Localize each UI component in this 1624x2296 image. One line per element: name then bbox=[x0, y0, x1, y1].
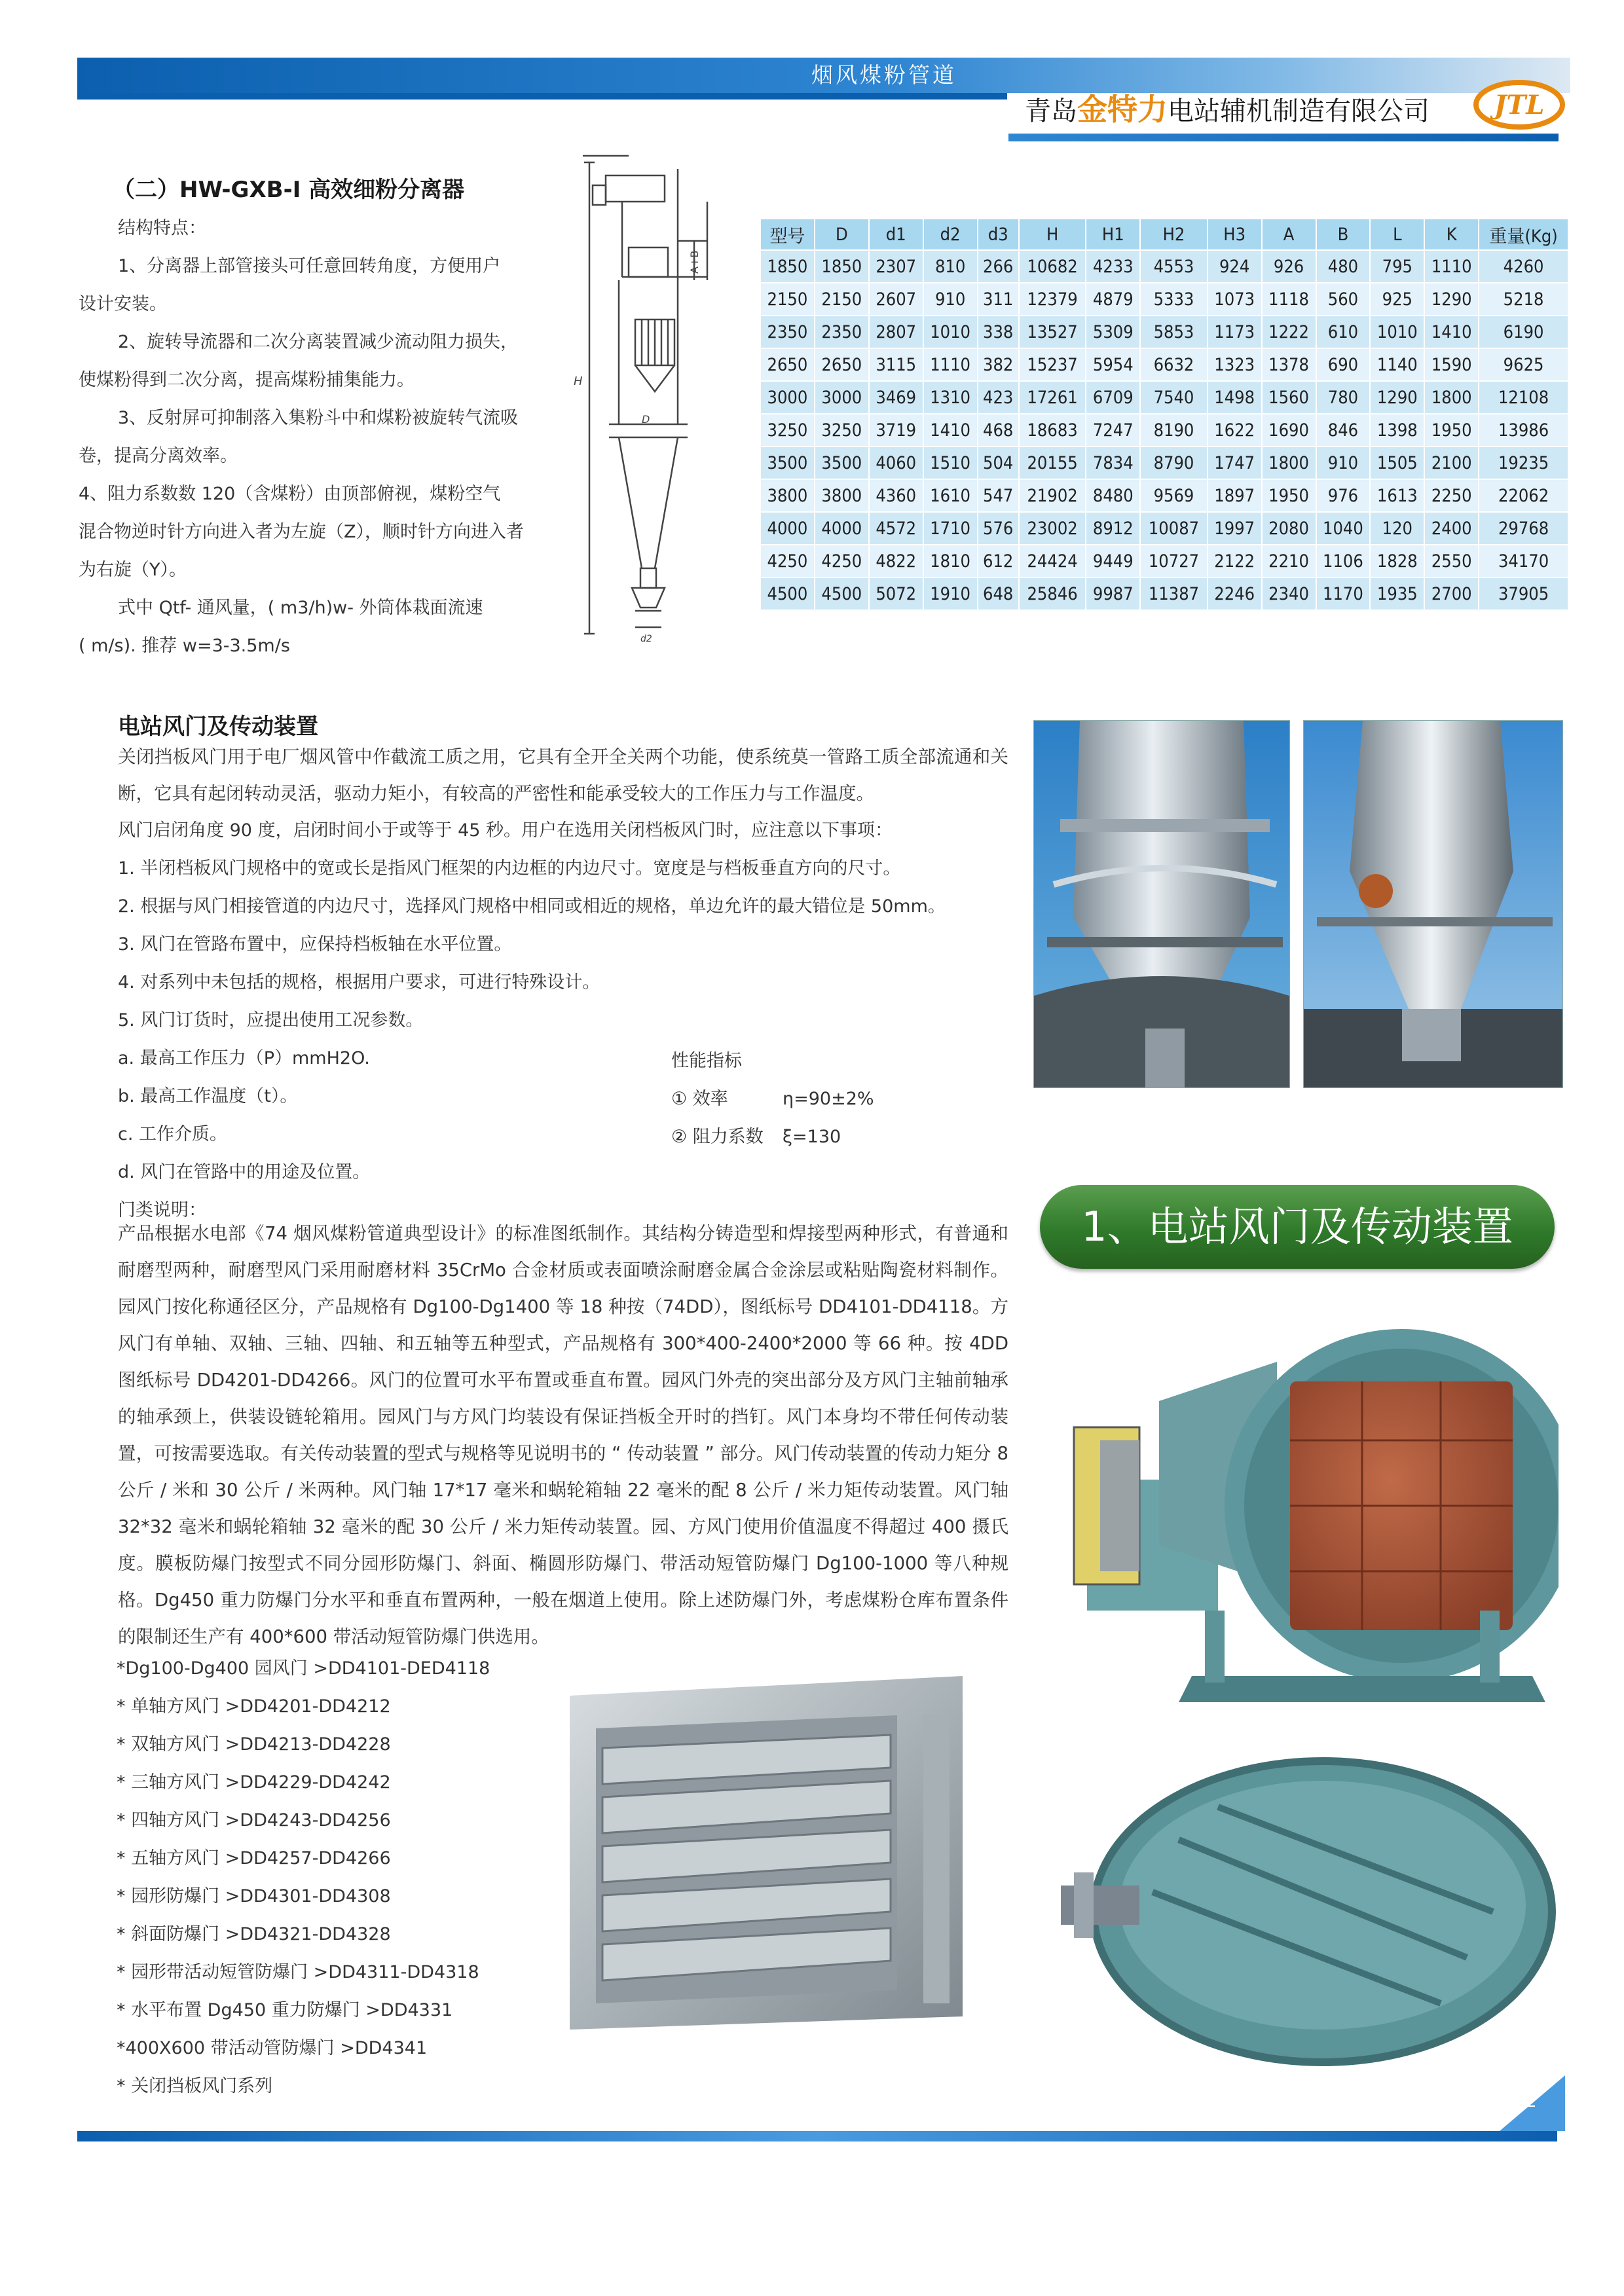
table-cell: 9625 bbox=[1479, 349, 1568, 380]
table-cell: 311 bbox=[978, 283, 1018, 315]
table-cell: 25846 bbox=[1020, 578, 1085, 610]
table-cell: 1323 bbox=[1208, 349, 1261, 380]
table-cell: 3250 bbox=[815, 414, 868, 446]
table-cell: 7834 bbox=[1086, 447, 1139, 479]
table-header-cell: H3 bbox=[1208, 219, 1261, 249]
company-brand: 金特力 bbox=[1077, 92, 1168, 127]
table-cell: 2650 bbox=[815, 349, 868, 380]
table-cell: 4500 bbox=[815, 578, 868, 610]
table-cell: 2210 bbox=[1263, 545, 1316, 577]
catalog-item: * 四轴方风门 >DD4243-DD4256 bbox=[117, 1810, 391, 1831]
catalog-item: * 园形带活动短管防爆门 >DD4311-DD4318 bbox=[117, 1962, 479, 1982]
table-cell: 1170 bbox=[1317, 578, 1370, 610]
table-header-cell: K bbox=[1425, 219, 1478, 249]
table-cell: 8912 bbox=[1086, 513, 1139, 544]
table-cell: 338 bbox=[978, 316, 1018, 348]
table-row bbox=[761, 578, 1568, 610]
table-header-cell: A bbox=[1263, 219, 1316, 249]
table-cell: 3469 bbox=[870, 382, 923, 413]
table-header-row bbox=[761, 219, 1568, 249]
table-cell: 4060 bbox=[870, 447, 923, 479]
table-cell: 3719 bbox=[870, 414, 923, 446]
company-suffix: 电站辅机制造有限公司 bbox=[1168, 96, 1430, 126]
table-cell: 4250 bbox=[815, 545, 868, 577]
table-cell: 8190 bbox=[1141, 414, 1206, 446]
round-flat-damper-photo bbox=[1048, 1741, 1565, 2082]
table-cell: 2250 bbox=[1425, 480, 1478, 511]
table-cell: 560 bbox=[1317, 283, 1370, 315]
table-header-cell: L bbox=[1371, 219, 1424, 249]
table-cell: 8480 bbox=[1086, 480, 1139, 511]
table-cell: 19235 bbox=[1479, 447, 1568, 479]
table-cell: 3800 bbox=[761, 480, 814, 511]
table-cell: 4000 bbox=[815, 513, 868, 544]
table-header-cell: B bbox=[1317, 219, 1370, 249]
table-cell: 5853 bbox=[1141, 316, 1206, 348]
damper-line: 4. 对系列中未包括的规格，根据用户要求，可进行特殊设计。 bbox=[118, 972, 600, 993]
table-cell: 29768 bbox=[1479, 513, 1568, 544]
spec-table bbox=[760, 218, 1569, 611]
table-cell: 3500 bbox=[761, 447, 814, 479]
table-cell: 2122 bbox=[1208, 545, 1261, 577]
table-cell: 2246 bbox=[1208, 578, 1261, 610]
table-header-cell: D bbox=[815, 219, 868, 249]
table-cell: 2650 bbox=[761, 349, 814, 380]
table-cell: 6190 bbox=[1479, 316, 1568, 348]
table-cell: 1850 bbox=[761, 251, 814, 282]
separator-line: 4、阻力系数数 120（含煤粉）由顶部俯视，煤粉空气 bbox=[79, 484, 501, 504]
table-cell: 576 bbox=[978, 513, 1018, 544]
round-damper-photo bbox=[1061, 1309, 1559, 1709]
table-cell: 3250 bbox=[761, 414, 814, 446]
table-cell: 1222 bbox=[1263, 316, 1316, 348]
table-cell: 9569 bbox=[1141, 480, 1206, 511]
table-cell: 1290 bbox=[1425, 283, 1478, 315]
catalog-item: *400X600 带活动管防爆门 >DD4341 bbox=[117, 2038, 428, 2058]
table-cell: 9449 bbox=[1086, 545, 1139, 577]
table-cell: 1560 bbox=[1263, 382, 1316, 413]
catalog-item: * 园形防爆门 >DD4301-DD4308 bbox=[117, 1886, 391, 1906]
table-row bbox=[761, 382, 1568, 413]
table-cell: 3500 bbox=[815, 447, 868, 479]
table-cell: 2100 bbox=[1425, 447, 1478, 479]
table-cell: 1710 bbox=[924, 513, 977, 544]
table-cell: 480 bbox=[1317, 251, 1370, 282]
table-cell: 910 bbox=[924, 283, 977, 315]
table-cell: 547 bbox=[978, 480, 1018, 511]
diagram-label: H bbox=[574, 374, 583, 388]
separator-diagram bbox=[570, 149, 720, 647]
table-cell: 1073 bbox=[1208, 283, 1261, 315]
table-cell: 1897 bbox=[1208, 480, 1261, 511]
performance-value: ξ=130 bbox=[783, 1127, 841, 1147]
table-cell: 1950 bbox=[1425, 414, 1478, 446]
catalog-item: * 双轴方风门 >DD4213-DD4228 bbox=[117, 1734, 391, 1755]
performance-label: ② 阻力系数 bbox=[671, 1127, 764, 1147]
table-cell: 2807 bbox=[870, 316, 923, 348]
catalog-item: * 斜面防爆门 >DD4321-DD4328 bbox=[117, 1924, 391, 1944]
table-header-cell: 型号 bbox=[761, 219, 814, 249]
table-row bbox=[761, 447, 1568, 479]
damper-title: 电站风门及传动装置 bbox=[118, 714, 318, 740]
table-cell: 6632 bbox=[1141, 349, 1206, 380]
table-cell: 1810 bbox=[924, 545, 977, 577]
table-cell: 34170 bbox=[1479, 545, 1568, 577]
separator-photo-2 bbox=[1303, 720, 1563, 1088]
table-cell: 22062 bbox=[1479, 480, 1568, 511]
table-cell: 37905 bbox=[1479, 578, 1568, 610]
table-cell: 6709 bbox=[1086, 382, 1139, 413]
table-cell: 1378 bbox=[1263, 349, 1316, 380]
table-cell: 1290 bbox=[1371, 382, 1424, 413]
performance-title: 性能指标 bbox=[671, 1051, 742, 1071]
table-cell: 4822 bbox=[870, 545, 923, 577]
damper-line: a. 最高工作压力（P）mmH2O. bbox=[118, 1048, 370, 1068]
separator-line: 结构特点： bbox=[118, 218, 206, 238]
damper-intro-text: 关闭挡板风门用于电厂烟风管中作截流工质之用，它具有全开全关两个功能，使系统莫一管路工质全部流通和关断，它具有起闭转动灵活，驱动力矩小，有较高的严密性和能承受较大的工作压力与工作温度。 bbox=[118, 746, 1008, 804]
separator-line: 1、分离器上部管接头可任意回转角度，方便用户 bbox=[118, 256, 501, 276]
table-cell: 1398 bbox=[1371, 414, 1424, 446]
separator-line: 2、旋转导流器和二次分离装置减少流动阻力损失， bbox=[118, 332, 519, 352]
table-cell: 9987 bbox=[1086, 578, 1139, 610]
table-cell: 23002 bbox=[1020, 513, 1085, 544]
table-cell: 1498 bbox=[1208, 382, 1261, 413]
table-row bbox=[761, 480, 1568, 511]
louver-damper-photo bbox=[557, 1676, 976, 2043]
catalog-item: *Dg100-Dg400 园风门 >DD4101-DED4118 bbox=[117, 1658, 490, 1679]
company-name bbox=[1025, 86, 1430, 132]
header-underline bbox=[77, 93, 1007, 100]
table-cell: 4500 bbox=[761, 578, 814, 610]
table-header-cell: d2 bbox=[924, 219, 977, 249]
table-cell: 1828 bbox=[1371, 545, 1424, 577]
table-cell: 1997 bbox=[1208, 513, 1261, 544]
table-cell: 1110 bbox=[1425, 251, 1478, 282]
damper-list bbox=[118, 812, 946, 1230]
separator-photo-1 bbox=[1033, 720, 1290, 1088]
table-cell: 1106 bbox=[1317, 545, 1370, 577]
table-cell: 1010 bbox=[1371, 316, 1424, 348]
logo-text: JTL bbox=[1494, 90, 1545, 120]
table-cell: 10087 bbox=[1141, 513, 1206, 544]
table-cell: 2340 bbox=[1263, 578, 1316, 610]
table-cell: 924 bbox=[1208, 251, 1261, 282]
performance-item bbox=[671, 1118, 874, 1156]
table-cell: 5954 bbox=[1086, 349, 1139, 380]
table-cell: 5309 bbox=[1086, 316, 1139, 348]
diagram-label: D bbox=[642, 413, 650, 426]
table-cell: 4000 bbox=[761, 513, 814, 544]
table-cell: 4879 bbox=[1086, 283, 1139, 315]
table-cell: 910 bbox=[1317, 447, 1370, 479]
catalog-item: * 水平布置 Dg450 重力防爆门 >DD4331 bbox=[117, 2000, 453, 2020]
table-cell: 3000 bbox=[761, 382, 814, 413]
damper-intro bbox=[118, 738, 1008, 812]
table-cell: 2350 bbox=[815, 316, 868, 348]
table-row bbox=[761, 251, 1568, 282]
table-cell: 1010 bbox=[924, 316, 977, 348]
spec-table-wrap bbox=[760, 218, 1569, 611]
performance-item bbox=[671, 1080, 874, 1118]
catalog-item: * 三轴方风门 >DD4229-DD4242 bbox=[117, 1772, 391, 1793]
table-cell: 795 bbox=[1371, 251, 1424, 282]
table-cell: 2150 bbox=[761, 283, 814, 315]
table-cell: 1850 bbox=[815, 251, 868, 282]
table-cell: 610 bbox=[1317, 316, 1370, 348]
footer-bar bbox=[77, 2131, 1557, 2141]
separator-line: 混合物逆时针方向进入者为左旋（Z），顺时针方向进入者 bbox=[79, 522, 524, 542]
table-cell: 1950 bbox=[1263, 480, 1316, 511]
diagram-label: d2 bbox=[640, 634, 652, 644]
table-cell: 10682 bbox=[1020, 251, 1085, 282]
damper-line: 1. 半闭档板风门规格中的宽或长是指风门框架的内边框的内边尺寸。宽度是与档板垂直方向的尺寸。 bbox=[118, 858, 901, 879]
table-cell: 926 bbox=[1263, 251, 1316, 282]
table-cell: 468 bbox=[978, 414, 1018, 446]
table-cell: 612 bbox=[978, 545, 1018, 577]
catalog-item: * 关闭挡板风门系列 bbox=[117, 2076, 273, 2096]
damper-line: 门类说明： bbox=[118, 1200, 206, 1220]
table-cell: 1622 bbox=[1208, 414, 1261, 446]
table-cell: 1040 bbox=[1317, 513, 1370, 544]
table-cell: 21902 bbox=[1020, 480, 1085, 511]
table-cell: 2350 bbox=[761, 316, 814, 348]
table-cell: 690 bbox=[1317, 349, 1370, 380]
table-row bbox=[761, 414, 1568, 446]
table-cell: 13986 bbox=[1479, 414, 1568, 446]
separator-line: 设计安装。 bbox=[79, 294, 167, 314]
table-cell: 4260 bbox=[1479, 251, 1568, 282]
damper-line: b. 最高工作温度（t）。 bbox=[118, 1086, 298, 1106]
damper-line: 5. 风门订货时，应提出使用工况参数。 bbox=[118, 1010, 424, 1030]
table-cell: 925 bbox=[1371, 283, 1424, 315]
table-cell: 120 bbox=[1371, 513, 1424, 544]
table-cell: 12379 bbox=[1020, 283, 1085, 315]
table-cell: 4360 bbox=[870, 480, 923, 511]
table-cell: 18683 bbox=[1020, 414, 1085, 446]
table-row bbox=[761, 349, 1568, 380]
table-cell: 4553 bbox=[1141, 251, 1206, 282]
performance-value: η=90±2% bbox=[783, 1089, 874, 1109]
damper-line: 风门启闭角度 90 度，启闭时间小于或等于 45 秒。用户在选用关闭档板风门时，应注意以下事项： bbox=[118, 820, 893, 841]
table-cell: 17261 bbox=[1020, 382, 1085, 413]
table-cell: 504 bbox=[978, 447, 1018, 479]
table-cell: 2307 bbox=[870, 251, 923, 282]
table-cell: 266 bbox=[978, 251, 1018, 282]
table-cell: 780 bbox=[1317, 382, 1370, 413]
table-cell: 12108 bbox=[1479, 382, 1568, 413]
separator-line: 卷，提高分离效率。 bbox=[79, 446, 238, 466]
table-cell: 3800 bbox=[815, 480, 868, 511]
table-cell: 1140 bbox=[1371, 349, 1424, 380]
damper-line: d. 风门在管路中的用途及位置。 bbox=[118, 1162, 371, 1182]
table-cell: 1505 bbox=[1371, 447, 1424, 479]
separator-line: 为右旋（Y）。 bbox=[79, 560, 187, 580]
table-cell: 15237 bbox=[1020, 349, 1085, 380]
table-cell: 1690 bbox=[1263, 414, 1316, 446]
product-banner-text: 1、电站风门及传动装置 bbox=[1081, 1203, 1513, 1250]
separator-line: 式中 Qtf- 通风量，( m3/h)w- 外筒体栽面流速 bbox=[118, 598, 483, 618]
diagram-label: A+B bbox=[688, 250, 701, 274]
table-cell: 5072 bbox=[870, 578, 923, 610]
table-cell: 1610 bbox=[924, 480, 977, 511]
damper-line: c. 工作介质。 bbox=[118, 1124, 228, 1144]
separator-line: ( m/s). 推荐 w=3-3.5m/s bbox=[79, 636, 290, 656]
table-header-cell: H2 bbox=[1141, 219, 1206, 249]
table-cell: 1118 bbox=[1263, 283, 1316, 315]
table-cell: 2607 bbox=[870, 283, 923, 315]
table-cell: 1800 bbox=[1263, 447, 1316, 479]
catalog-item: * 单轴方风门 >DD4201-DD4212 bbox=[117, 1696, 391, 1717]
table-cell: 4233 bbox=[1086, 251, 1139, 282]
table-cell: 846 bbox=[1317, 414, 1370, 446]
table-cell: 10727 bbox=[1141, 545, 1206, 577]
table-cell: 2080 bbox=[1263, 513, 1316, 544]
table-cell: 1510 bbox=[924, 447, 977, 479]
table-cell: 24424 bbox=[1020, 545, 1085, 577]
table-cell: 20155 bbox=[1020, 447, 1085, 479]
table-cell: 2550 bbox=[1425, 545, 1478, 577]
table-cell: 11387 bbox=[1141, 578, 1206, 610]
table-cell: 648 bbox=[978, 578, 1018, 610]
table-cell: 976 bbox=[1317, 480, 1370, 511]
table-cell: 3000 bbox=[815, 382, 868, 413]
table-cell: 810 bbox=[924, 251, 977, 282]
table-cell: 2700 bbox=[1425, 578, 1478, 610]
table-header-cell: H bbox=[1020, 219, 1085, 249]
table-header-cell: H1 bbox=[1086, 219, 1139, 249]
table-cell: 8790 bbox=[1141, 447, 1206, 479]
table-cell: 7540 bbox=[1141, 382, 1206, 413]
table-cell: 2400 bbox=[1425, 513, 1478, 544]
table-cell: 1910 bbox=[924, 578, 977, 610]
table-header-cell: d1 bbox=[870, 219, 923, 249]
table-cell: 382 bbox=[978, 349, 1018, 380]
performance-label: ① 效率 bbox=[671, 1089, 728, 1109]
table-cell: 4572 bbox=[870, 513, 923, 544]
table-cell: 1800 bbox=[1425, 382, 1478, 413]
table-cell: 1590 bbox=[1425, 349, 1478, 380]
performance-box bbox=[671, 1042, 874, 1156]
table-cell: 5333 bbox=[1141, 283, 1206, 315]
catalog-item: * 五轴方风门 >DD4257-DD4266 bbox=[117, 1848, 391, 1868]
table-cell: 423 bbox=[978, 382, 1018, 413]
table-row bbox=[761, 545, 1568, 577]
table-header-cell: d3 bbox=[978, 219, 1018, 249]
table-cell: 1310 bbox=[924, 382, 977, 413]
table-cell: 5218 bbox=[1479, 283, 1568, 315]
table-cell: 4250 bbox=[761, 545, 814, 577]
table-cell: 1410 bbox=[924, 414, 977, 446]
table-cell: 1935 bbox=[1371, 578, 1424, 610]
table-cell: 13527 bbox=[1020, 316, 1085, 348]
header-rule bbox=[1008, 134, 1559, 141]
table-row bbox=[761, 283, 1568, 315]
damper-catalog bbox=[117, 1650, 490, 2105]
separator-text bbox=[79, 210, 524, 665]
section-title: 烟风煤粉管道 bbox=[811, 62, 957, 88]
table-row bbox=[761, 316, 1568, 348]
table-body bbox=[761, 251, 1568, 610]
page-number: 22 bbox=[1515, 2092, 1537, 2111]
table-cell: 1410 bbox=[1425, 316, 1478, 348]
table-row bbox=[761, 513, 1568, 544]
table-cell: 7247 bbox=[1086, 414, 1139, 446]
company-prefix: 青岛 bbox=[1025, 96, 1077, 126]
company-logo bbox=[1473, 79, 1565, 131]
damper-line: 2. 根据与风门相接管道的内边尺寸，选择风门规格中相同或相近的规格，单边允许的最大错位是 50mm。 bbox=[118, 896, 946, 917]
separator-line: 3、反射屏可抑制落入集粉斗中和煤粉被旋转气流吸 bbox=[118, 408, 519, 428]
table-cell: 1747 bbox=[1208, 447, 1261, 479]
table-cell: 1173 bbox=[1208, 316, 1261, 348]
separator-title: （二）HW-GXB-I 高效细粉分离器 bbox=[113, 177, 465, 203]
table-cell: 2150 bbox=[815, 283, 868, 315]
table-cell: 1110 bbox=[924, 349, 977, 380]
damper-body: 产品根据水电部《74 烟风煤粉管道典型设计》的标准图纸制作。其结构分铸造型和焊接型两种形式，有普通和耐磨型两种，耐磨型风门采用耐磨材料 35CrMo 合金材质或表面喷涂耐磨金属合金涂层或粘贴陶瓷材料制作。园风门按化称通径区分，产品规格有 Dg100-Dg1400 等 18 种按（74DD），图纸标号 DD4101-DD4118。方风门有单轴、双轴、三轴、四轴、和五轴等五种型式，产品规格有 300*400-2400*2000 等 66 种。按 4DD 图纸标号 DD4201-DD4266。风门的位置可水平布置或垂直布置。园风门外壳的突出部分及方风门主轴前轴承的轴承颈上，供装设链轮箱用。园风门与方风门均装设有保证挡板全开时的挡钉。风门本身均不带任何传动装置，可按需要选取。有关传动装置的型式与规格等见说明书的 “ 传动装置 ” 部分。风门传动装置的传动力矩分 8 公斤 / 米和 30 公斤 / 米两种。风门轴 17*17 毫米和蜗轮箱轴 22 毫米的配 8 公斤 / 米力矩传动装置。风门轴 32*32 毫米和蜗轮箱轴 32 毫米的配 30 公斤 / 米力矩传动装置。园、方风门使用价值温度不得超过 400 摄氏度。膜板防爆门按型式不同分园形防爆门、斜面、椭圆形防爆门、带活动短管防爆门 Dg100-1000 等八种规格。Dg450 重力防爆门分水平和垂直布置两种，一般在烟道上使用。除上述防爆门外，考虑煤粉仓库布置条件的限制还生产有 400*600 带活动短管防爆门供选用。 bbox=[118, 1223, 1008, 1647]
damper-line: 3. 风门在管路布置中，应保持档板轴在水平位置。 bbox=[118, 934, 512, 955]
table-cell: 3115 bbox=[870, 349, 923, 380]
table-header-cell: 重量(Kg) bbox=[1479, 219, 1568, 249]
separator-line: 使煤粉得到二次分离，提高煤粉捕集能力。 bbox=[79, 370, 415, 390]
table-cell: 1613 bbox=[1371, 480, 1424, 511]
